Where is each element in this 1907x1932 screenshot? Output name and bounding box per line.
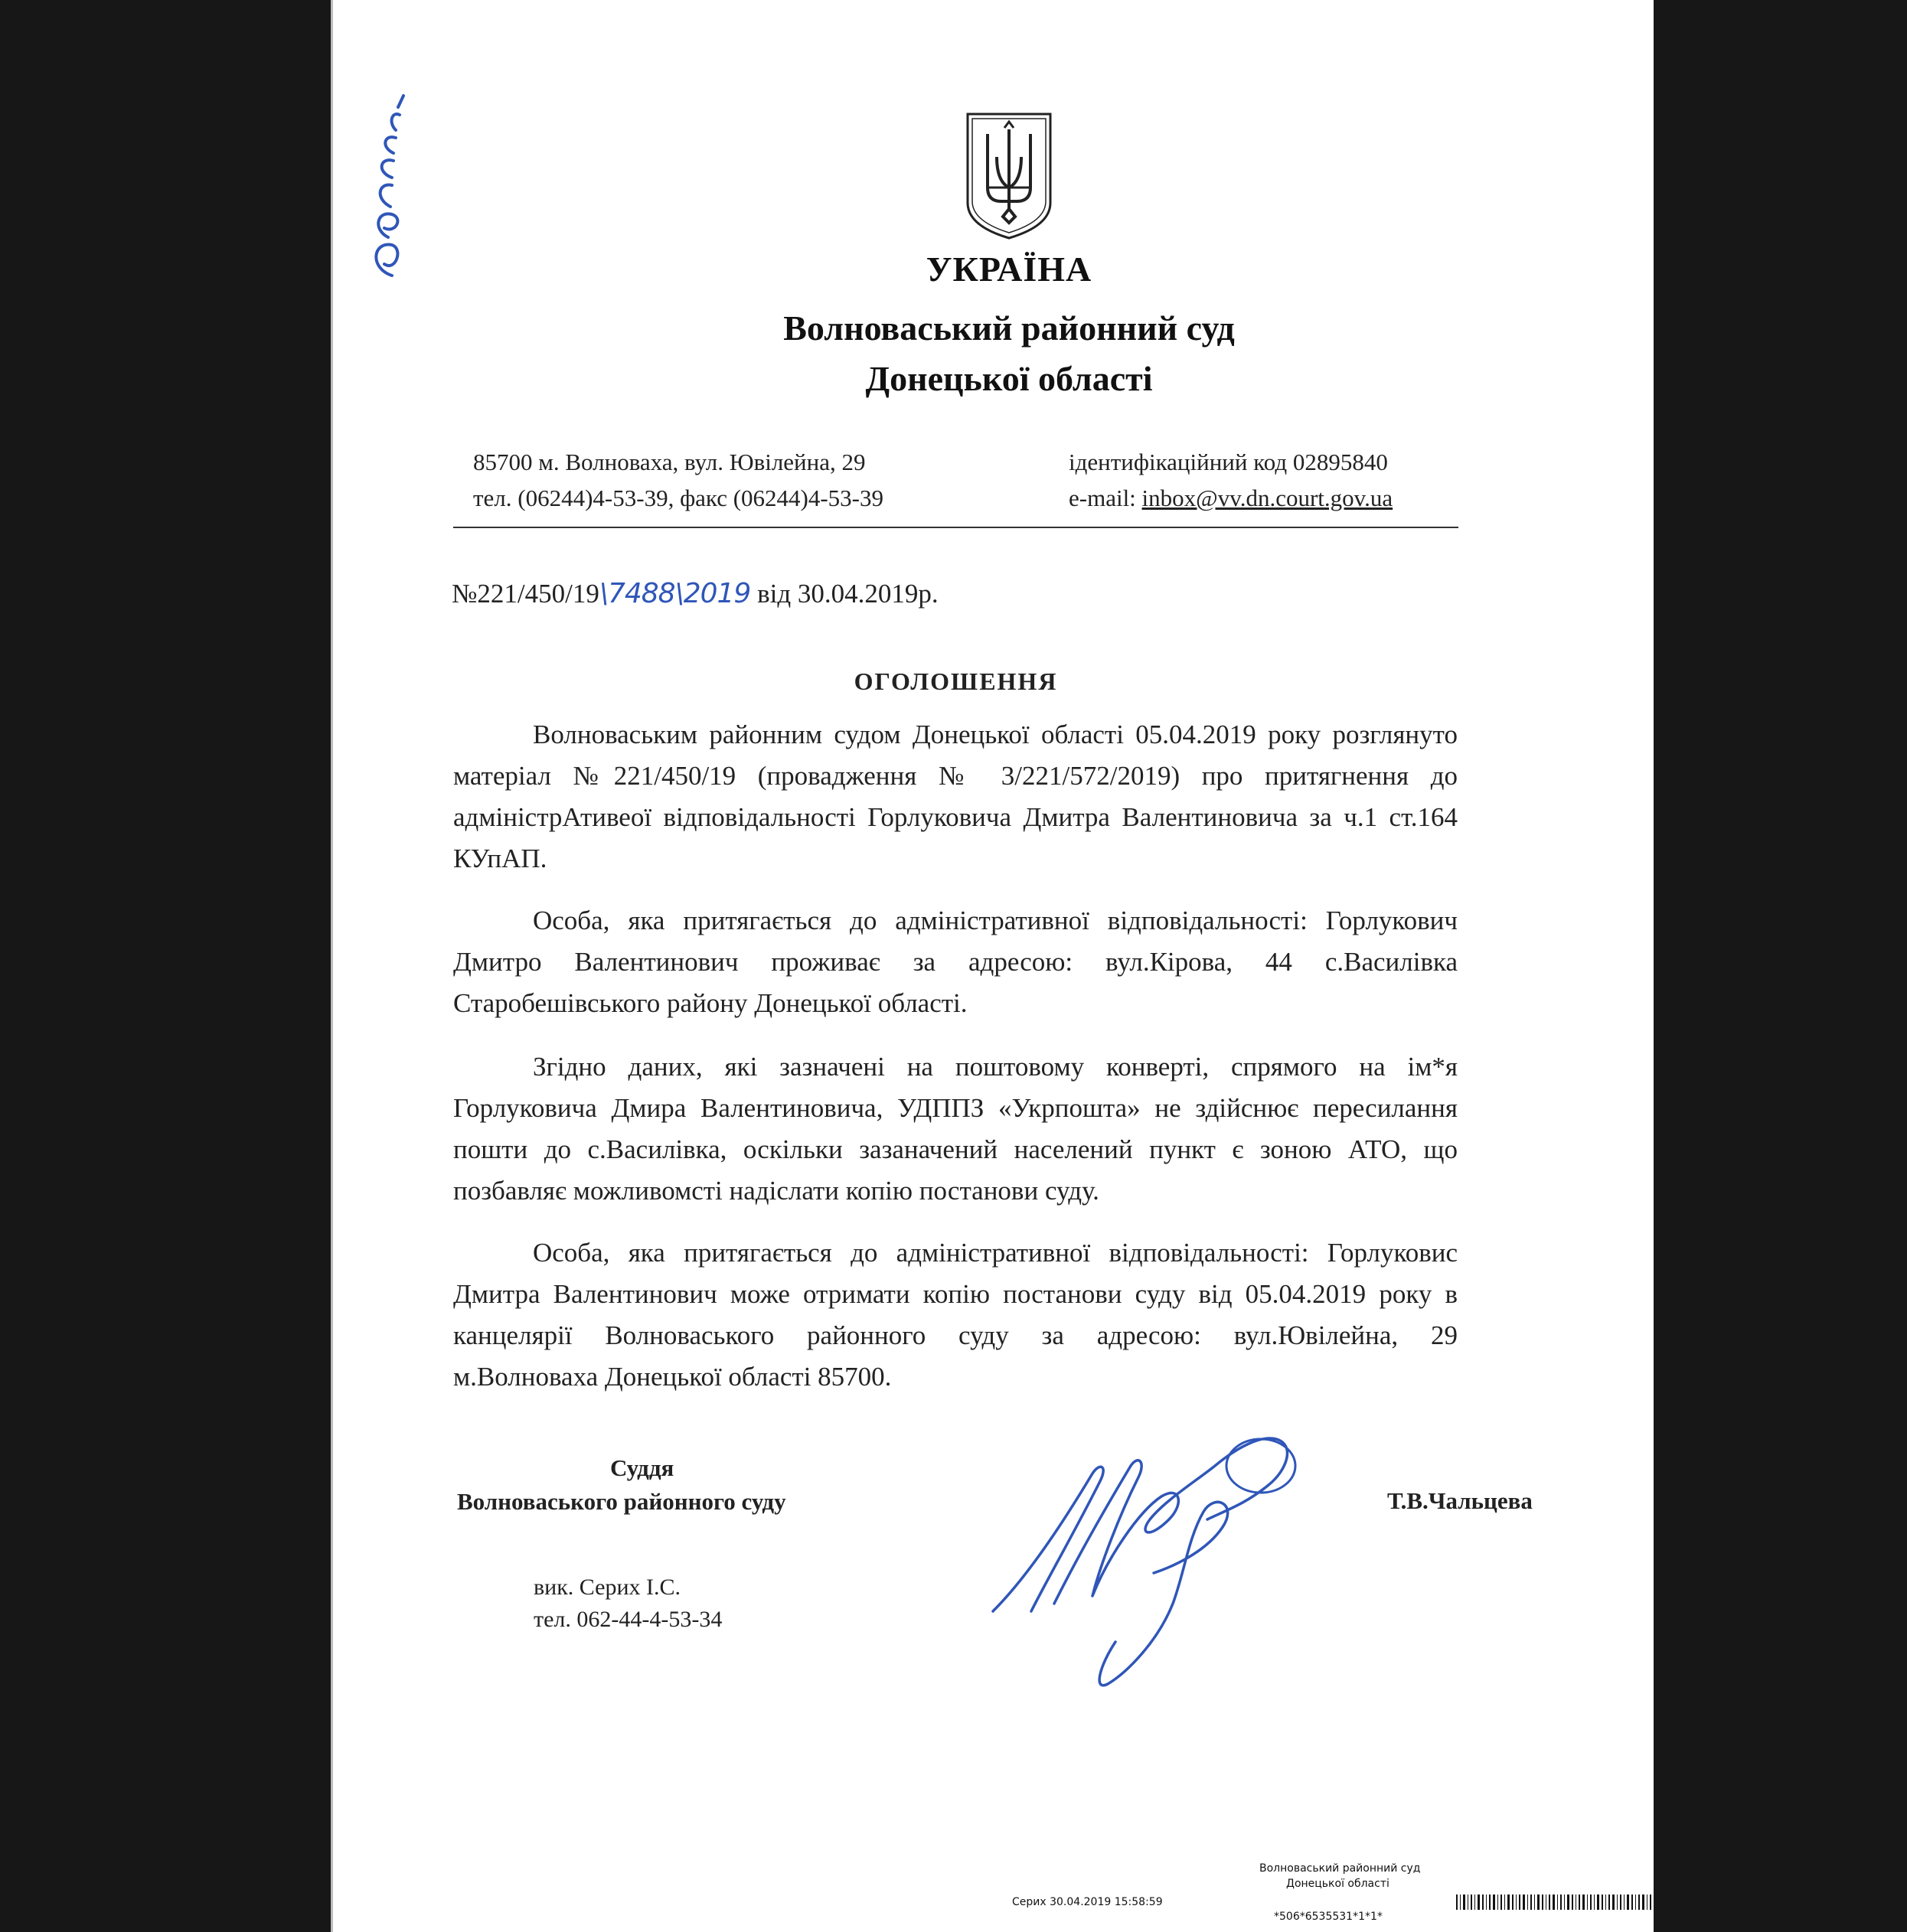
paragraph-line: адміністрАтивеої відповідальності Горлуковича Дмитра Валентиновича за ч.1 ст.164 [453, 802, 1458, 832]
paragraph-line: матеріал №221/450/19 (провадження № 3/221/572/2019) про притягнення до [453, 761, 1458, 791]
stamp-court-line2: Донецької області [1286, 1878, 1389, 1890]
paragraph-line: Дмитро Валентинович проживає за адресою: вул.Кірова, 44 с.Василівка [453, 947, 1458, 977]
reference-number: №221/450/19 [452, 579, 599, 609]
paragraph-line: Горлуковича Дмира Валентиновича, УДППЗ «Укрпошта» не здійснює пересилання [453, 1093, 1458, 1123]
paragraph-line: Особа, яка притягається до адміністративної відповідальності: Горлуковис [533, 1238, 1458, 1268]
paragraph-3 [453, 1046, 1458, 1212]
stamp-court-line1: Волноваський районний суд [1259, 1862, 1421, 1875]
court-email-row [1069, 485, 1393, 512]
judge-position-line1: Суддя [610, 1454, 674, 1481]
country-title: УКРАЇНА [926, 250, 1092, 289]
executor-name: вик. Серих І.С. [534, 1575, 681, 1600]
paragraph-line: Згідно даних, які зазначені на поштовому конверті, спрямого на ім*я [533, 1052, 1458, 1082]
court-name-line2: Донецької області [865, 359, 1153, 398]
judge-name: Т.В.Чальцева [1387, 1487, 1533, 1514]
email-link[interactable]: inbox@vv.dn.court.gov.ua [1141, 485, 1393, 511]
paragraph-line: Старобешівського району Донецької області. [453, 988, 968, 1018]
stamp-registered: Серих 30.04.2019 15:58:59 [1012, 1896, 1163, 1908]
document-page [331, 0, 1654, 1932]
paragraph-line: Дмитра Валентинович може отримати копію постанови суду від 05.04.2019 року в [453, 1279, 1458, 1309]
announcement-title: ОГОЛОШЕННЯ [854, 667, 1058, 695]
judge-position-line2: Волноваського районного суду [457, 1488, 786, 1515]
header-divider [453, 527, 1458, 528]
paragraph-line: канцелярії Волноваського районного суду за адресою: вул.Ювілейна, 29 [453, 1320, 1458, 1350]
paragraph-line: позбавляє можливомсті надіслати копію постанови суду. [453, 1176, 1099, 1206]
court-name-line1: Волноваський районний суд [783, 308, 1235, 348]
paragraph-line: Особа, яка притягається до адміністративної відповідальності: Горлукович [533, 906, 1458, 935]
reference-line [452, 578, 939, 609]
handwritten-margin-note [361, 92, 415, 291]
paragraph-1 [453, 714, 1458, 880]
barcode-icon [1456, 1894, 1654, 1910]
paragraph-line: пошти до с.Василівка, оскільки зазаначений населений пункт є зоною АТО, що [453, 1134, 1458, 1164]
paragraph-line: Волноваським районним судом Донецької області 05.04.2019 року розглянуто [533, 720, 1458, 749]
judge-signature [985, 1420, 1314, 1695]
court-address: 85700 м. Волноваха, вул. Ювілейна, 29 [473, 449, 866, 475]
coat-of-arms-icon [963, 111, 1055, 241]
handwritten-case-number: \7488\2019 [599, 578, 751, 609]
paragraph-2 [453, 900, 1458, 1024]
email-label: e-mail: [1069, 485, 1136, 511]
paragraph-line: КУпАП. [453, 844, 547, 873]
court-id-code: ідентифікаційний код 02895840 [1069, 449, 1388, 475]
paragraph-line: м.Волноваха Донецької області 85700. [453, 1362, 892, 1392]
reference-date: від 30.04.2019р. [757, 579, 939, 609]
paragraph-4 [453, 1232, 1458, 1398]
executor-phone: тел. 062-44-4-53-34 [534, 1607, 723, 1632]
court-phone: тел. (06244)4-53-39, факс (06244)4-53-39 [473, 485, 884, 511]
barcode-text: *506*6535531*1*1* [1274, 1911, 1383, 1923]
